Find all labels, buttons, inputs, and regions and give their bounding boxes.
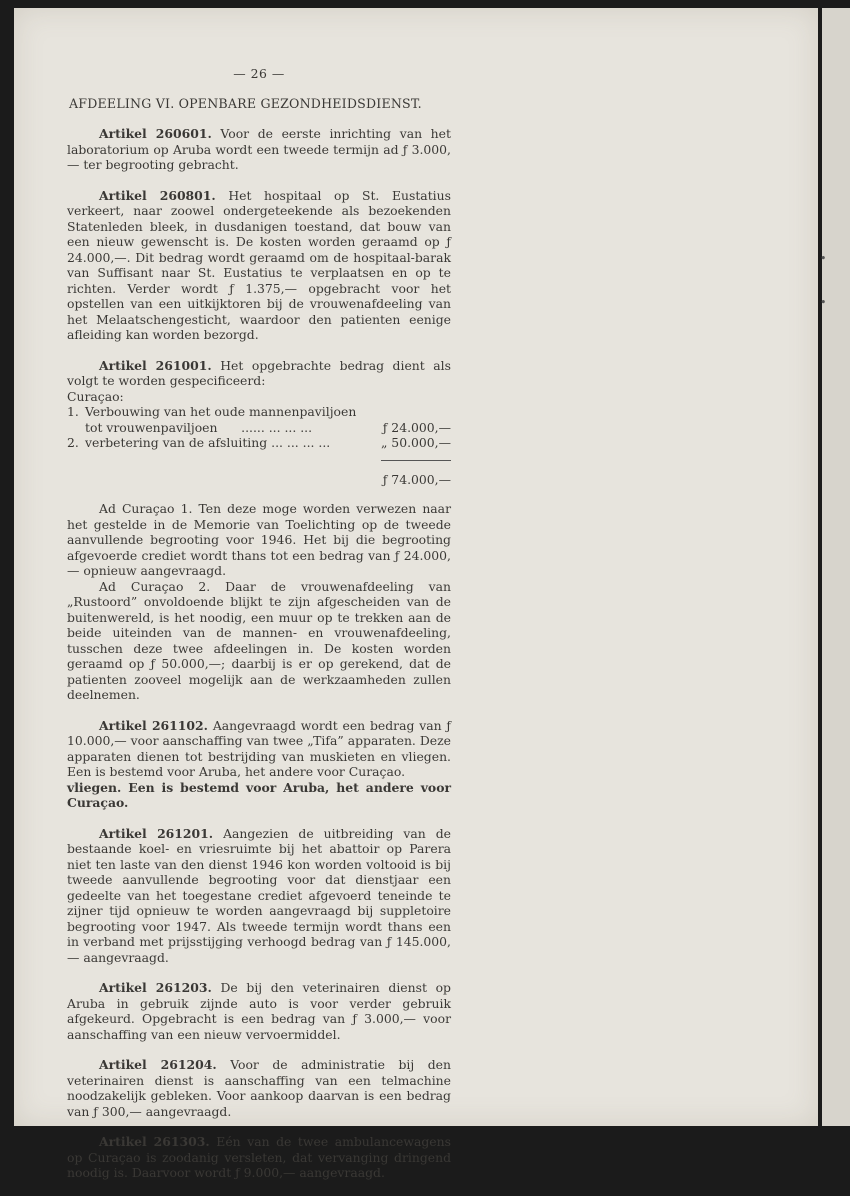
article-label: Artikel 261204.	[99, 1057, 217, 1072]
article-261204	[67, 1057, 451, 1119]
article-label: Artikel 261201.	[99, 825, 214, 841]
article-text: Het hospitaal op St. Eustatius verkeert, naar zoowel ondergeteekende als bezoekenden Statenleden bleek, in dusdanigen toestand, dat bouw van een nieuw gewenscht is. De kosten worden geraamd op ƒ 24.000,—. Dit bedrag wordt geraamd om de hospitaal-barak van Suffisant naar St. Eustatius te verplaatsen en op te richten. Verder wordt ƒ 1.375,— opgebracht voor het opstellen van een uitkijktoren bij de vrouwenafdeeling van het Melaatschengesticht, waardoor den patienten eenige afleiding kan worden bezorgd.	[67, 187, 451, 342]
article-label: Artikel 261001.	[99, 357, 212, 373]
list-amount: ƒ 24.000,—	[382, 419, 451, 435]
document-body	[67, 66, 451, 1196]
ad-curacao-2: Ad Curaçao 2. Daar de vrouwenafdeeling van „Rustoord” onvoldoende blijkt te zijn afgescheiden van de buitenwereld, is het noodig, een muur op te trekken aan de beide uiteinden van de mannen- en vrouwenafdeeling, tusschen deze twee afdeelingen in. De kosten worden geraamd op ƒ 50.000,—; daarbij is er op gerekend, dat de patienten zooveel mogelijk aan de werkzaamheden zullen deelnemen.	[67, 578, 451, 702]
list-item	[67, 404, 451, 435]
article-261102	[67, 718, 451, 811]
article-text: Aangevraagd wordt een bedrag van ƒ 10.000,— voor aanschaffing van twee „Tifa” apparaten. Deze apparaten dienen tot bestrijding van muskieten en vliegen. Een is bestemd voor Aruba, het andere voor Curaçao.	[67, 717, 451, 779]
article-label: Artikel 261203.	[99, 980, 212, 995]
article-text: De bij den veterinairen dienst op Aruba in gebruik zijnde auto is voor verder gebruik afgekeurd. Opgebracht is een bedrag van ƒ 3.000,— voor aanschaffing van een nieuw vervoermiddel.	[67, 980, 451, 1042]
leader-dots: ... ... ... ...	[271, 435, 331, 450]
article-261203	[67, 980, 451, 1042]
article-label: Artikel 261303.	[99, 1134, 210, 1149]
article-text: Voor de administratie bij den veterinairen dienst is aanschaffing van een telmachine noodzakelijk gebleken. Voor aankoop daarvan is een bedrag van ƒ 300,— aangevraagd.	[67, 1057, 451, 1119]
article-text: Het opgebrachte bedrag dient als volgt te worden gespecificeerd:	[67, 357, 451, 388]
article-label: Artikel 261102.	[99, 717, 208, 733]
article-260801	[67, 188, 451, 343]
list-item	[67, 435, 451, 451]
article-text: Voor de eerste inrichting van het laboratorium op Aruba wordt een tweede termijn ad ƒ 3.000,— ter begrooting gebracht.	[67, 126, 451, 172]
article-label: Artikel 260601.	[99, 126, 212, 141]
article-261201	[67, 826, 451, 966]
margin-dot: •	[820, 296, 827, 309]
ad-curacao-1: Ad Curaçao 1. Ten deze moge worden verwezen naar het gestelde in de Memorie van Toelichting op de tweede aanvullende begrooting voor 1946. Het bij die begrooting afgevoerde crediet wordt thans tot een bedrag van ƒ 24.000,— opnieuw aangevraagd.	[67, 501, 451, 578]
place-label: Curaçao:	[67, 388, 124, 404]
leader-dots: ...... ... ... ...	[241, 419, 313, 435]
list-number: 2.	[67, 435, 79, 450]
article-261001	[67, 358, 451, 488]
page-number: — 26 —	[233, 66, 285, 81]
total-amount: ƒ 74.000,—	[381, 460, 451, 488]
page-edge	[822, 8, 850, 1126]
ad-curacao-notes	[67, 501, 451, 703]
list-text: verbetering van de afsluiting	[85, 435, 268, 450]
list-text: tot vrouwenpaviljoen	[85, 419, 218, 435]
list-number: 1.	[67, 404, 79, 419]
article-extra-line: vliegen. Een is bestemd voor Aruba, het andere voor Curaçao.	[67, 779, 451, 810]
article-text: Aangezien de uitbreiding van de bestaande koel- en vriesruimte bij het abattoir op Parera niet ten laste van den dienst 1946 kon worden voltooid is bij tweede aanvullende begrooting voor dat dienstjaar een gedeelte van het toegestane crediet afgevoerd teneinde te zijner tijd opnieuw te worden aangevraagd bij suppletoire begrooting voor 1947. Als tweede termijn wordt thans een in verband met prijsstijging verhoogd bedrag van ƒ 145.000,— aangevraagd.	[67, 825, 451, 965]
section-title: AFDEELING VI. OPENBARE GEZONDHEIDSDIENST.	[69, 95, 422, 111]
list-text: Verbouwing van het oude mannenpaviljoen	[85, 404, 357, 419]
article-261303	[67, 1134, 451, 1181]
article-260601	[67, 126, 451, 173]
margin-dot: •	[820, 252, 827, 265]
article-label: Artikel 260801.	[99, 187, 216, 203]
article-text: Eén van de twee ambulancewagens op Curaçao is zoodanig versleten, dat vervanging dringend noodig is. Daarvoor wordt ƒ 9.000,— aangevraagd.	[67, 1134, 451, 1180]
list-amount: „ 50.000,—	[380, 435, 451, 450]
